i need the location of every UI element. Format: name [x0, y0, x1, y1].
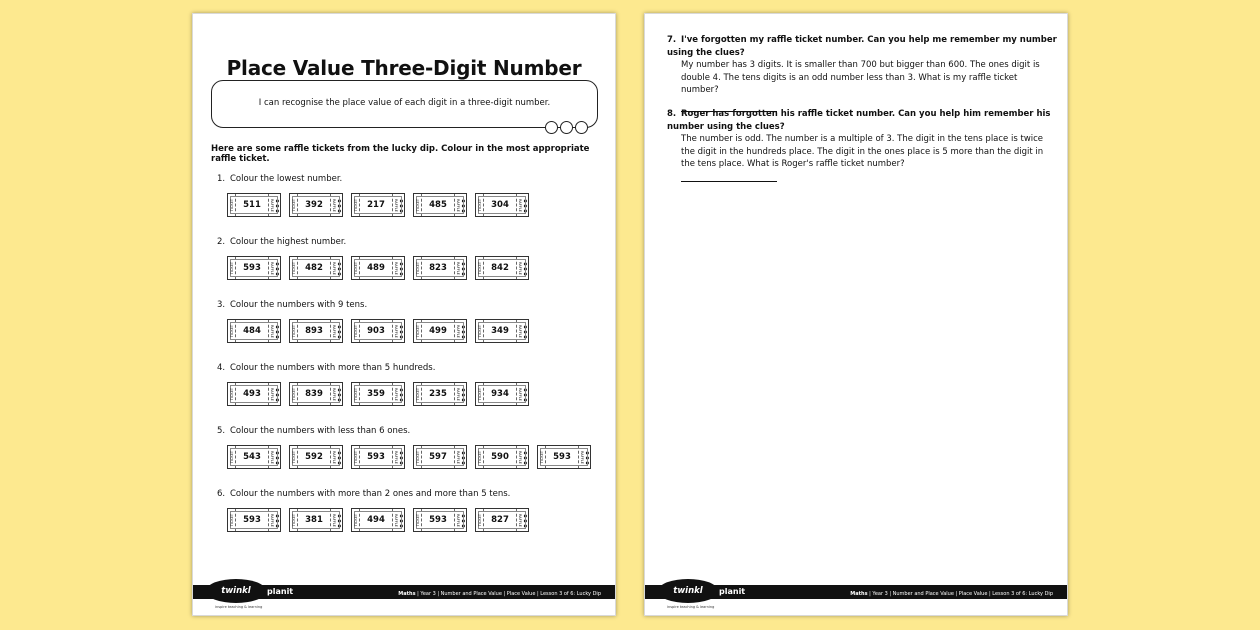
ticket-stub-right [454, 194, 466, 216]
self-assessment-circle[interactable] [545, 121, 558, 134]
ticket-dots-icon: ●●● [275, 260, 280, 276]
ticket-stub-right [330, 383, 342, 405]
ticket-stub-label: RAFFLE [332, 450, 336, 464]
question-text [217, 300, 597, 310]
ticket-stub-label: RAFFLE [580, 450, 584, 464]
ticket-dots-icon: ●●● [337, 260, 342, 276]
ticket-number: 493 [243, 389, 261, 399]
ticket-stub-label: RAFFLE [332, 324, 336, 338]
ticket-stub-right [392, 257, 404, 279]
footer-tagline: inspire teaching & learning [215, 605, 263, 609]
ticket-stub-left [538, 446, 546, 468]
ticket-stub-label: RAFFLE [270, 324, 274, 338]
ticket-dots-icon: ●●● [275, 197, 280, 213]
footer-path: | Year 3 | Number and Place Value | Place Value | Lesson 3 of 6: Lucky Dip [415, 591, 601, 597]
ticket-number: 590 [491, 452, 509, 462]
raffle-ticket[interactable] [289, 382, 343, 406]
ticket-number: 903 [367, 326, 385, 336]
ticket-stub-left [228, 194, 236, 216]
ticket-stub-label: TICKET [415, 387, 420, 401]
ticket-dots-icon: ●●● [337, 197, 342, 213]
ticket-dots-icon: ●●● [399, 197, 404, 213]
question-heading: I've forgotten my raffle ticket number. Can you help me remember my number using the clues? [667, 35, 1057, 58]
ticket-stub-label: TICKET [291, 387, 296, 401]
ticket-dots-icon: ●●● [337, 512, 342, 528]
ticket-stub-label: TICKET [415, 450, 420, 464]
ticket-number: 499 [429, 326, 447, 336]
ticket-stub-right [268, 383, 280, 405]
ticket-stub-label: RAFFLE [394, 387, 398, 401]
raffle-ticket[interactable] [227, 508, 281, 532]
ticket-stub-left [414, 446, 422, 468]
footer-subject: Maths [850, 591, 868, 597]
ticket-stub-label: TICKET [477, 513, 482, 527]
raffle-ticket[interactable] [475, 508, 529, 532]
raffle-ticket[interactable] [227, 319, 281, 343]
ticket-stub-right [516, 194, 528, 216]
raffle-ticket[interactable] [413, 445, 467, 469]
footer-subject: Maths [398, 591, 416, 597]
ticket-number: 823 [429, 263, 447, 273]
ticket-stub-label: TICKET [229, 324, 234, 338]
ticket-stub-left [228, 383, 236, 405]
ticket-stub-right [330, 446, 342, 468]
question-number: 3. [217, 300, 226, 310]
ticket-stub-label: RAFFLE [270, 450, 274, 464]
ticket-stub-label: RAFFLE [270, 198, 274, 212]
ticket-stub-label: RAFFLE [270, 513, 274, 527]
ticket-stub-label: RAFFLE [332, 513, 336, 527]
footer-path: | Year 3 | Number and Place Value | Place Value | Lesson 3 of 6: Lucky Dip [867, 591, 1053, 597]
ticket-stub-label: TICKET [291, 198, 296, 212]
ticket-stub-label: RAFFLE [456, 387, 460, 401]
ticket-stub-label: RAFFLE [332, 387, 336, 401]
ticket-stub-right [454, 383, 466, 405]
ticket-stub-label: TICKET [229, 261, 234, 275]
ticket-dots-icon: ●●● [523, 512, 528, 528]
raffle-ticket[interactable] [289, 193, 343, 217]
question-3 [217, 300, 597, 343]
question-8 [667, 108, 1057, 182]
ticket-row [227, 445, 597, 469]
ticket-dots-icon: ●●● [399, 323, 404, 339]
raffle-ticket[interactable] [475, 256, 529, 280]
ticket-number: 827 [491, 515, 509, 525]
ticket-dots-icon: ●●● [399, 449, 404, 465]
raffle-ticket[interactable] [227, 382, 281, 406]
ticket-stub-right [330, 320, 342, 342]
ticket-stub-label: RAFFLE [270, 387, 274, 401]
ticket-stub-left [352, 320, 360, 342]
ticket-dots-icon: ●●● [275, 386, 280, 402]
question-2 [217, 237, 597, 280]
question-text [217, 426, 597, 436]
ticket-stub-label: TICKET [477, 198, 482, 212]
question-6 [217, 489, 597, 532]
ticket-dots-icon: ●●● [461, 197, 466, 213]
ticket-stub-label: RAFFLE [518, 261, 522, 275]
ticket-number: 359 [367, 389, 385, 399]
ticket-dots-icon: ●●● [461, 260, 466, 276]
ticket-stub-label: TICKET [353, 387, 358, 401]
instructions-text: Here are some raffle tickets from the lucky dip. Colour in the most appropriate raffle ticket. [211, 144, 590, 164]
question-4 [217, 363, 597, 406]
ticket-stub-label: RAFFLE [518, 198, 522, 212]
ticket-stub-label: RAFFLE [456, 450, 460, 464]
ticket-stub-label: RAFFLE [394, 198, 398, 212]
ticket-stub-left [352, 383, 360, 405]
ticket-stub-left [476, 383, 484, 405]
ticket-stub-right [516, 446, 528, 468]
ticket-stub-right [268, 446, 280, 468]
ticket-stub-label: TICKET [353, 450, 358, 464]
ticket-stub-right [268, 320, 280, 342]
ticket-stub-left [352, 446, 360, 468]
ticket-stub-left [414, 257, 422, 279]
ticket-stub-left [476, 194, 484, 216]
ticket-stub-right [392, 194, 404, 216]
question-label: Colour the numbers with more than 2 ones and more than 5 tens. [230, 489, 511, 499]
question-number: 1. [217, 174, 226, 184]
question-label: Colour the numbers with 9 tens. [230, 300, 368, 310]
ticket-stub-label: TICKET [353, 198, 358, 212]
ticket-row [227, 256, 597, 280]
ticket-stub-label: TICKET [477, 450, 482, 464]
ticket-stub-left [352, 509, 360, 531]
ticket-stub-label: RAFFLE [332, 261, 336, 275]
ticket-dots-icon: ●●● [461, 386, 466, 402]
ticket-stub-label: TICKET [229, 513, 234, 527]
ticket-row [227, 319, 597, 343]
ticket-stub-left [290, 446, 298, 468]
worksheet-page-2 [644, 13, 1068, 616]
question-text [217, 363, 597, 373]
ticket-number: 392 [305, 200, 323, 210]
ticket-dots-icon: ●●● [337, 323, 342, 339]
ticket-stub-left [290, 320, 298, 342]
ticket-number: 934 [491, 389, 509, 399]
ticket-number: 485 [429, 200, 447, 210]
page-title: Place Value Three-Digit Number [226, 56, 582, 80]
ticket-stub-right [454, 446, 466, 468]
ticket-stub-left [414, 194, 422, 216]
ticket-stub-label: RAFFLE [456, 513, 460, 527]
question-body: The number is odd. The number is a multiple of 3. The digit in the tens place is twice the digit in the hundreds place. The digit in the ones place is 5 more than the digit in the tens place. What is Roger's raffle ticket number? [681, 134, 1044, 169]
raffle-ticket[interactable] [475, 445, 529, 469]
ticket-stub-left [414, 509, 422, 531]
ticket-number: 217 [367, 200, 385, 210]
ticket-dots-icon: ●●● [523, 260, 528, 276]
ticket-number: 593 [367, 452, 385, 462]
raffle-ticket[interactable] [351, 508, 405, 532]
ticket-stub-label: TICKET [353, 513, 358, 527]
raffle-ticket[interactable] [351, 319, 405, 343]
question-text [217, 237, 597, 247]
ticket-stub-right [268, 257, 280, 279]
raffle-ticket[interactable] [413, 319, 467, 343]
ticket-row [227, 508, 597, 532]
ticket-stub-left [228, 320, 236, 342]
ticket-stub-left [228, 509, 236, 531]
ticket-stub-label: TICKET [539, 450, 544, 464]
ticket-stub-label: RAFFLE [456, 324, 460, 338]
ticket-number: 349 [491, 326, 509, 336]
twinkl-logo: twinkl [207, 579, 265, 603]
question-label: Colour the highest number. [230, 237, 347, 247]
question-number: 6. [217, 489, 226, 499]
ticket-stub-label: TICKET [477, 261, 482, 275]
ticket-dots-icon: ●●● [337, 386, 342, 402]
raffle-ticket[interactable] [289, 445, 343, 469]
raffle-ticket[interactable] [351, 445, 405, 469]
ticket-stub-right [330, 509, 342, 531]
raffle-ticket[interactable] [227, 193, 281, 217]
ticket-stub-right [516, 383, 528, 405]
ticket-stub-right [268, 509, 280, 531]
ticket-stub-right [516, 509, 528, 531]
twinkl-logo: twinkl [659, 579, 717, 603]
question-number: 7. [667, 35, 677, 45]
ticket-stub-left [476, 446, 484, 468]
question-number: 8. [667, 109, 677, 119]
ticket-number: 304 [491, 200, 509, 210]
ticket-dots-icon: ●●● [523, 386, 528, 402]
ticket-stub-right [454, 320, 466, 342]
planit-logo: planit [267, 587, 294, 596]
ticket-number: 593 [429, 515, 447, 525]
footer-info [850, 591, 1053, 597]
ticket-stub-label: TICKET [229, 387, 234, 401]
raffle-ticket[interactable] [413, 193, 467, 217]
ticket-stub-right [330, 194, 342, 216]
question-heading: Roger has forgotten his raffle ticket number. Can you help him remember his number using the clues? [667, 109, 1051, 132]
ticket-stub-label: RAFFLE [456, 198, 460, 212]
ticket-dots-icon: ●●● [461, 449, 466, 465]
raffle-ticket[interactable] [289, 508, 343, 532]
question-text [217, 174, 597, 184]
footer-tagline: inspire teaching & learning [667, 605, 715, 609]
ticket-stub-left [228, 257, 236, 279]
ticket-stub-right [330, 257, 342, 279]
ticket-stub-label: TICKET [353, 324, 358, 338]
question-label: Colour the lowest number. [230, 174, 343, 184]
question-7 [667, 34, 1057, 112]
raffle-ticket[interactable] [413, 508, 467, 532]
ticket-dots-icon: ●●● [523, 323, 528, 339]
ticket-stub-right [392, 320, 404, 342]
self-assessment-circles [545, 121, 588, 134]
ticket-stub-label: TICKET [229, 198, 234, 212]
ticket-stub-label: RAFFLE [394, 324, 398, 338]
ticket-stub-left [290, 257, 298, 279]
ticket-stub-label: RAFFLE [394, 450, 398, 464]
raffle-ticket[interactable] [227, 445, 281, 469]
learning-objective-text: I can recognise the place value of each digit in a three-digit number. [258, 98, 551, 108]
ticket-stub-right [578, 446, 590, 468]
ticket-stub-label: TICKET [415, 198, 420, 212]
ticket-stub-label: RAFFLE [332, 198, 336, 212]
ticket-dots-icon: ●●● [585, 449, 590, 465]
question-number: 2. [217, 237, 226, 247]
ticket-stub-left [352, 194, 360, 216]
self-assessment-circle[interactable] [575, 121, 588, 134]
question-label: Colour the numbers with less than 6 ones. [230, 426, 411, 436]
ticket-number: 593 [553, 452, 571, 462]
ticket-row [227, 193, 597, 217]
question-text [217, 489, 597, 499]
ticket-number: 511 [243, 200, 261, 210]
question-body: My number has 3 digits. It is smaller than 700 but bigger than 600. The ones digit is double 4. The tens digits is an odd number less than 3. What is my raffle ticket number? [681, 60, 1040, 95]
ticket-number: 489 [367, 263, 385, 273]
ticket-stub-right [392, 446, 404, 468]
ticket-number: 543 [243, 452, 261, 462]
ticket-stub-left [476, 320, 484, 342]
raffle-ticket[interactable] [413, 256, 467, 280]
ticket-number: 235 [429, 389, 447, 399]
ticket-number: 494 [367, 515, 385, 525]
footer-info [398, 591, 601, 597]
learning-objective-box [211, 80, 598, 128]
raffle-ticket[interactable] [475, 319, 529, 343]
planit-logo: planit [719, 587, 746, 596]
ticket-stub-label: TICKET [415, 324, 420, 338]
raffle-ticket[interactable] [351, 382, 405, 406]
worksheet-page-1 [192, 13, 616, 616]
answer-line[interactable] [681, 181, 777, 182]
ticket-dots-icon: ●●● [461, 512, 466, 528]
ticket-dots-icon: ●●● [523, 449, 528, 465]
ticket-number: 482 [305, 263, 323, 273]
ticket-stub-right [516, 257, 528, 279]
ticket-stub-left [290, 383, 298, 405]
ticket-dots-icon: ●●● [275, 449, 280, 465]
ticket-stub-label: TICKET [291, 450, 296, 464]
raffle-ticket[interactable] [289, 256, 343, 280]
ticket-stub-right [454, 509, 466, 531]
ticket-number: 593 [243, 263, 261, 273]
ticket-dots-icon: ●●● [399, 512, 404, 528]
raffle-ticket[interactable] [475, 193, 529, 217]
raffle-ticket[interactable] [475, 382, 529, 406]
ticket-stub-label: RAFFLE [270, 261, 274, 275]
ticket-number: 839 [305, 389, 323, 399]
ticket-stub-label: TICKET [291, 261, 296, 275]
ticket-number: 381 [305, 515, 323, 525]
ticket-stub-right [392, 509, 404, 531]
ticket-stub-right [268, 194, 280, 216]
ticket-stub-left [476, 257, 484, 279]
ticket-dots-icon: ●●● [337, 449, 342, 465]
ticket-stub-right [516, 320, 528, 342]
raffle-ticket[interactable] [351, 193, 405, 217]
ticket-stub-left [352, 257, 360, 279]
ticket-stub-label: TICKET [353, 261, 358, 275]
raffle-ticket[interactable] [351, 256, 405, 280]
page-footer [193, 575, 615, 615]
ticket-stub-label: RAFFLE [456, 261, 460, 275]
ticket-stub-left [414, 320, 422, 342]
ticket-stub-label: TICKET [415, 513, 420, 527]
ticket-stub-label: TICKET [291, 513, 296, 527]
ticket-row [227, 382, 597, 406]
ticket-number: 842 [491, 263, 509, 273]
ticket-dots-icon: ●●● [275, 512, 280, 528]
question-number: 4. [217, 363, 226, 373]
ticket-stub-label: RAFFLE [518, 513, 522, 527]
ticket-number: 597 [429, 452, 447, 462]
ticket-stub-right [392, 383, 404, 405]
ticket-stub-label: TICKET [291, 324, 296, 338]
self-assessment-circle[interactable] [560, 121, 573, 134]
ticket-stub-left [476, 509, 484, 531]
ticket-dots-icon: ●●● [275, 323, 280, 339]
ticket-stub-left [228, 446, 236, 468]
ticket-stub-label: TICKET [229, 450, 234, 464]
ticket-number: 592 [305, 452, 323, 462]
ticket-stub-label: RAFFLE [518, 324, 522, 338]
ticket-dots-icon: ●●● [523, 197, 528, 213]
raffle-ticket[interactable] [289, 319, 343, 343]
ticket-stub-left [414, 383, 422, 405]
page-footer [645, 575, 1067, 615]
ticket-stub-label: RAFFLE [394, 513, 398, 527]
ticket-stub-label: TICKET [415, 261, 420, 275]
question-label: Colour the numbers with more than 5 hundreds. [230, 363, 436, 373]
ticket-number: 593 [243, 515, 261, 525]
ticket-dots-icon: ●●● [399, 386, 404, 402]
raffle-ticket[interactable] [413, 382, 467, 406]
question-5 [217, 426, 597, 469]
question-1 [217, 174, 597, 217]
ticket-stub-right [454, 257, 466, 279]
question-number: 5. [217, 426, 226, 436]
raffle-ticket[interactable] [537, 445, 591, 469]
ticket-stub-label: RAFFLE [518, 387, 522, 401]
ticket-stub-label: TICKET [477, 324, 482, 338]
ticket-dots-icon: ●●● [461, 323, 466, 339]
ticket-dots-icon: ●●● [399, 260, 404, 276]
ticket-number: 893 [305, 326, 323, 336]
ticket-stub-left [290, 194, 298, 216]
ticket-stub-label: RAFFLE [518, 450, 522, 464]
raffle-ticket[interactable] [227, 256, 281, 280]
ticket-stub-label: RAFFLE [394, 261, 398, 275]
ticket-number: 484 [243, 326, 261, 336]
ticket-stub-label: TICKET [477, 387, 482, 401]
ticket-stub-left [290, 509, 298, 531]
